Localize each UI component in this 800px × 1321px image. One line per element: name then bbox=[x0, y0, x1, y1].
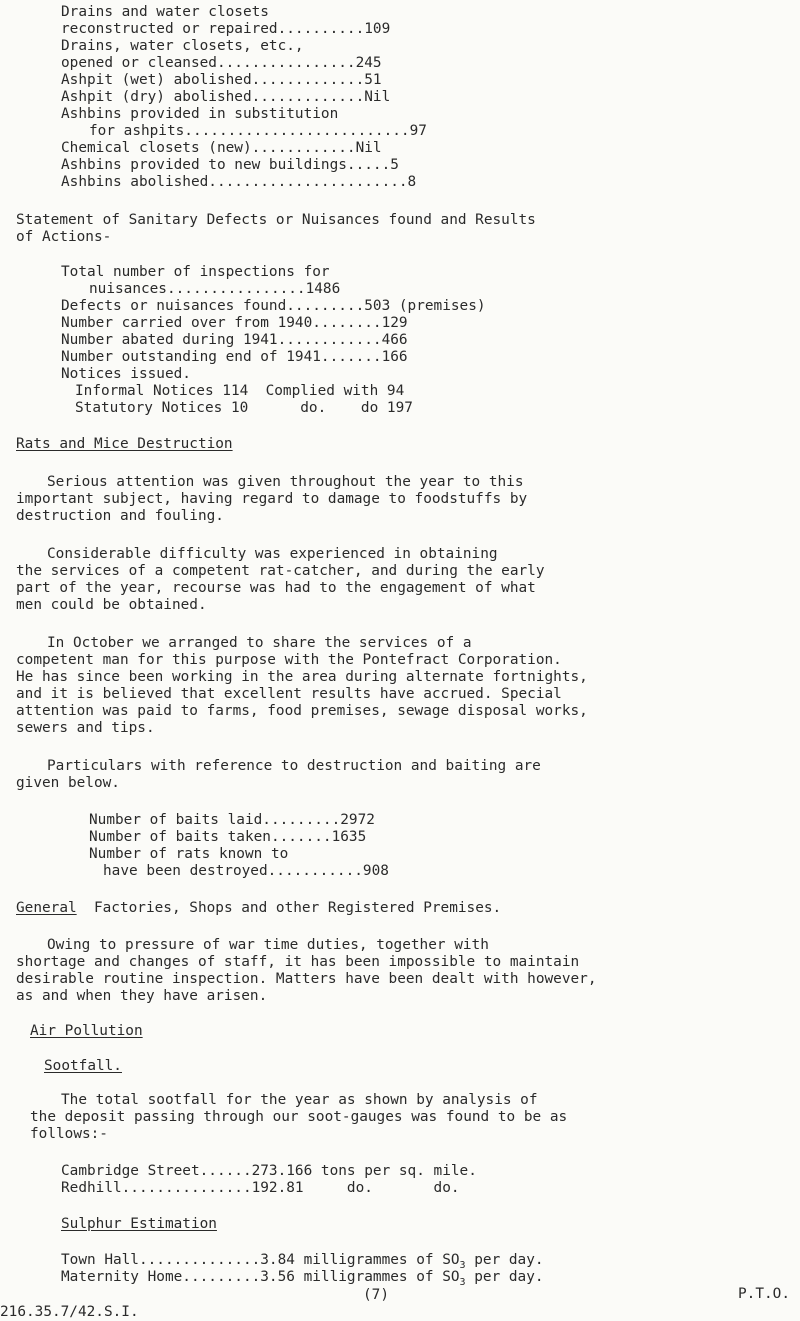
list-item: reconstructed or repaired..........109 bbox=[61, 21, 391, 37]
defects-heading: Statement of Sanitary Defects or Nuisances found and Results bbox=[16, 212, 536, 228]
list-item: Ashbins provided in substitution bbox=[61, 106, 339, 122]
paragraph-line: Particulars with reference to destruction and baiting are bbox=[47, 758, 541, 774]
paragraph-line: desirable routine inspection. Matters have been dealt with however, bbox=[16, 971, 597, 987]
paragraph-line: the deposit passing through our soot-gauges was found to be as bbox=[30, 1109, 568, 1125]
list-item: Ashpit (dry) abolished.............Nil bbox=[61, 89, 391, 105]
list-item: nuisances................1486 bbox=[89, 281, 341, 297]
print-code: 216.35.7/42.S.I. bbox=[0, 1304, 139, 1320]
paragraph-line: and it is believed that excellent results have accrued. Special bbox=[16, 686, 562, 702]
paragraph-line: given below. bbox=[16, 775, 120, 791]
list-item: Number of rats known to bbox=[89, 846, 289, 862]
paragraph-line: The total sootfall for the year as shown by analysis of bbox=[61, 1092, 538, 1108]
sulphur-row-text: Maternity Home.........3.56 milligrammes of SO bbox=[61, 1269, 460, 1285]
rats-heading: Rats and Mice Destruction bbox=[16, 436, 233, 452]
list-item: Ashpit (wet) abolished.............51 bbox=[61, 72, 382, 88]
page-number: (7) bbox=[363, 1287, 389, 1303]
sulphur-row-suffix: per day. bbox=[465, 1252, 544, 1268]
paragraph-line: men could be obtained. bbox=[16, 597, 207, 613]
paragraph-line: as and when they have arisen. bbox=[16, 988, 268, 1004]
paragraph-line: Considerable difficulty was experienced in obtaining bbox=[47, 546, 498, 562]
general-label: General bbox=[16, 900, 77, 916]
air-pollution-heading: Air Pollution bbox=[30, 1023, 143, 1039]
list-item: Number of baits laid.........2972 bbox=[89, 812, 375, 828]
paragraph-line: sewers and tips. bbox=[16, 720, 155, 736]
paragraph-line: competent man for this purpose with the Pontefract Corporation. bbox=[16, 652, 562, 668]
paragraph-line: In October we arranged to share the services of a bbox=[47, 635, 472, 651]
paragraph-line: important subject, having regard to damage to foodstuffs by bbox=[16, 491, 528, 507]
sulphur-heading: Sulphur Estimation bbox=[61, 1216, 217, 1232]
list-item: Drains and water closets bbox=[61, 4, 269, 20]
list-item: for ashpits..........................97 bbox=[89, 123, 427, 139]
list-item: Number of baits taken.......1635 bbox=[89, 829, 367, 845]
paragraph-line: Serious attention was given throughout the year to this bbox=[47, 474, 524, 490]
paragraph-line: destruction and fouling. bbox=[16, 508, 224, 524]
defects-heading-cont: of Actions- bbox=[16, 229, 112, 245]
list-item: Informal Notices 114 Complied with 94 bbox=[75, 383, 405, 399]
list-item: Number abated during 1941............466 bbox=[61, 332, 408, 348]
paragraph-line: follows:- bbox=[30, 1126, 108, 1142]
list-item: Number outstanding end of 1941.......166 bbox=[61, 349, 408, 365]
pto-label: P.T.O. bbox=[738, 1286, 790, 1302]
sulphur-row-text: Town Hall..............3.84 milligrammes of SO bbox=[61, 1252, 460, 1268]
list-item: Defects or nuisances found.........503 (premises) bbox=[61, 298, 486, 314]
general-heading bbox=[16, 900, 501, 916]
paragraph-line: shortage and changes of staff, it has been impossible to maintain bbox=[16, 954, 580, 970]
paragraph-line: He has since been working in the area during alternate fortnights, bbox=[16, 669, 588, 685]
general-heading-text: Factories, Shops and other Registered Premises. bbox=[76, 900, 502, 916]
list-item: Number carried over from 1940........129 bbox=[61, 315, 408, 331]
paragraph-line: Owing to pressure of war time duties, together with bbox=[47, 937, 489, 953]
list-item: have been destroyed...........908 bbox=[103, 863, 389, 879]
list-item: opened or cleansed................245 bbox=[61, 55, 382, 71]
paragraph-line: attention was paid to farms, food premises, sewage disposal works, bbox=[16, 703, 588, 719]
list-item: Notices issued. bbox=[61, 366, 191, 382]
paragraph-line: the services of a competent rat-catcher, and during the early bbox=[16, 563, 545, 579]
list-item: Ashbins provided to new buildings.....5 bbox=[61, 157, 399, 173]
list-item: Drains, water closets, etc., bbox=[61, 38, 304, 54]
sootfall-heading: Sootfall. bbox=[44, 1058, 122, 1074]
sulphur-row-suffix: per day. bbox=[465, 1269, 544, 1285]
list-item: Chemical closets (new)............Nil bbox=[61, 140, 382, 156]
sootfall-row: Redhill...............192.81 do. do. bbox=[61, 1180, 460, 1196]
paragraph-line: part of the year, recourse was had to the engagement of what bbox=[16, 580, 536, 596]
subscript: 3 bbox=[459, 1276, 466, 1288]
list-item: Ashbins abolished.......................8 bbox=[61, 174, 417, 190]
sootfall-row: Cambridge Street......273.166 tons per sq. mile. bbox=[61, 1163, 477, 1179]
subscript: 3 bbox=[459, 1259, 466, 1271]
list-item: Statutory Notices 10 do. do 197 bbox=[75, 400, 413, 416]
sulphur-row bbox=[61, 1269, 544, 1291]
list-item: Total number of inspections for bbox=[61, 264, 330, 280]
